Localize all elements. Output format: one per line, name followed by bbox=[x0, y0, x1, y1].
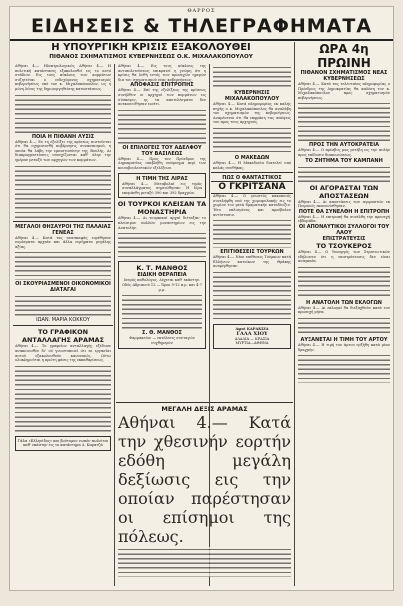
col1-text-block-2 bbox=[15, 164, 111, 219]
col1-box-text: Αθήναι 4.— Κατά τας ανασκαφάς ευρέθησαν νομίσματα αρχαία και άλλα ευρήματα μεγάλης αξίας. bbox=[15, 235, 111, 249]
bottom-article bbox=[116, 400, 293, 578]
doctor-text: Ιατρός παθολόγος. Δέχεται καθ' εκάστην. Οδός Αδριανού 12 — Ώραι 9-12 π.μ. και 4-7 μ.μ. bbox=[122, 278, 202, 292]
col3-text-block-0 bbox=[213, 65, 291, 89]
col1-drama-headline: ΤΟ ΓΡΑΦΙΚΟΝ ΑΝΤΑΛΛΑΓΗΣ ΑΡΑΜΑΣ bbox=[21, 328, 105, 345]
col4-text-block-3 bbox=[298, 265, 390, 299]
headline-line-1: Η ΥΠΟΥΡΓΙΚΗ ΚΡΙΣΙΣ ΕΞΑΚΟΛΟΥΘΕΙ bbox=[51, 42, 251, 53]
col2-text-block-1 bbox=[118, 108, 206, 144]
col4-text-8: Αθήναι 4.— Ο Υπουργός των Στρατιωτικών εδήλωσεν ότι η επιστράτευσις δεν είναι αναγκαία. bbox=[298, 249, 390, 264]
col4-text-4: Αθήναι 4.— Αι αποστάσεις των αγοραστών εκ Πειραιώς εκανονίσθησαν. bbox=[298, 199, 390, 209]
headline-line-2: ΠΙΘΑΝΟΣ ΣΧΗΜΑΤΙΣΜΟΣ ΚΥΒΕΡΝΗΣΕΩΣ Ο.Κ. ΜΙΧΑΛΑΚΟΠΟΥΛΟΥ bbox=[49, 54, 253, 60]
column-rule-1 bbox=[114, 64, 115, 586]
col3-text-2: Αθήναι 4.— Η Μακεδονία διατελεί υπό καλάς συνθήκας. bbox=[213, 160, 291, 170]
col1-sub-text: Αθήναι 4.— Εν τη εξελίξει της κρίσεως πιστεύεται ότι θα σχηματισθή κυβέρνησις συνασπισμού, η οποία θα λάβη την εμπιστοσύνην της Βουλής. Αι διαπραγματεύσεις συνεχίζονται καθ' όλην την ημέραν μεταξύ των αρχηγών των κομμάτων. bbox=[15, 139, 111, 162]
col2-doctor-ad bbox=[118, 261, 206, 349]
col2-box-headline: Η ΤΙΜΗ ΤΗΣ ΛΙΡΑΣ bbox=[136, 175, 188, 182]
col4-text-2: Αθήναι 4.— Ο πρέσβυς μας μετέβη εις την αυλήν προς επίδοσιν διακοινώσεως. bbox=[298, 148, 390, 157]
col4-text-5: Αθήναι 4.— Η επιτροπή θα συνέλθη την προσεχή εβδομάδα. bbox=[298, 214, 390, 224]
doctor-name: Κ. Τ. ΜΑΝΘΟΣ bbox=[136, 264, 188, 273]
col3-headline-3: ΕΠΙΤΙΘΕΣΕΙΣ ΤΟΥΡΚΩΝ bbox=[220, 249, 284, 256]
col1-signature: ΙΩΑΝ. ΜΑΡΙΑ ΚΟΚΚΟΥ bbox=[36, 317, 90, 324]
doctor-specialty: ΕΙΔΙΚΗ ΘΕΡΑΠΕΙΑ bbox=[137, 272, 187, 279]
col1-footer-ad: Γάλα «Ελληνίδος» και βούτυρον νωπόν πωλείται καθ' εκάστην εις το κατάστημα Δ. Καρατζά bbox=[15, 436, 111, 452]
col3-text-3: Αθήναι 4.— Νέαι επιθέσεις Τούρκων κατά Ελλήνων κατοίκων της Θράκης ανεφέρθησαν. bbox=[213, 255, 291, 269]
col4-top-text: Αθήναι 4.— Κατά τας τελευταίας πληροφορίας ο Πρόεδρος της Δημοκρατίας θα καλέση τον κ. Μιχαλακόπουλον προς σχηματισμόν κυβερνήσεως. bbox=[298, 82, 390, 100]
col4-headline-3: ΤΟ ΖΗΤΗΜΑ ΤΟΥ ΚΑΜΠΑΝΗ bbox=[305, 157, 383, 164]
col2-headline-2: ΟΙ ΕΠΙΛΟΓΕΙΣ ΤΟΥ ΑΔΕΛΦΟΥ ΤΟΥ ΒΑΣΙΛΕΩΣ bbox=[122, 144, 202, 157]
bottom-text: Αθήναι 4.— Κατά την χθεσινήν εορτήν εδόθη μεγάλη δεξίωσις εις την οποίαν παρέστησαν οι επίσημοι της πόλεως. bbox=[118, 413, 291, 546]
col4-headline-7: ΕΠΙΣΤΡΑΤΕΥΣΙΣ bbox=[322, 235, 366, 242]
bottom-text-block bbox=[118, 547, 291, 577]
col3-box-title: Ο ΓΚΡΙΤΣΑΝΑ bbox=[211, 181, 293, 194]
col4-headline-10: ΑΥΞΑΝΕΤΑΙ Η ΤΙΜΗ ΤΟΥ ΑΡΤΟΥ bbox=[300, 336, 388, 343]
col2-headline-1: ΑΠΟΦΑΣΙΣ ΕΠΙΤΡΟΠΗΣ bbox=[130, 82, 194, 89]
col2-box bbox=[118, 173, 206, 199]
col4-headline-6: ΟΙ ΑΠΟΝΑΥΤΙΚΟΙ ΣΥΛΛΟΓΟΙ ΤΟΥ ΛΑΟΥ bbox=[298, 223, 390, 236]
col2-text-2: Αθήναι 4.— Προς τον Πρόεδρον της Δημοκρατίας υπεβλήθη υπόμνημα περί των κοινοβουλευτικών εξελίξεων. bbox=[118, 156, 206, 170]
col1-box-headline: ΜΕΓΑΛΟΙ ΘΗΣΑΥΡΟΙ ΤΗΣ ΠΑΛΑΙΑΣ ΓΕΝΕΑΣ bbox=[15, 223, 111, 236]
col2-box-text: Αθήναι 4.— Μεταβολαί εις τιμάς συναλλάγματος σημειώθησαν. Η λίρα εκυμάνθη μεταξύ 390 και 392 δραχμών. bbox=[122, 181, 202, 195]
col4-headline-5: ΠΟΤΕ ΘΑ ΣΥΝΕΛΘΗ Η ΕΠΙΤΡΟΠΗ bbox=[298, 208, 390, 215]
col4-text-block-1 bbox=[298, 101, 390, 141]
col2-text-1: Αθήναι 4.— Επί της εξελίξεως της κρίσεως συνήλθον οι αρχηγοί των κομμάτων εις σύσκεψιν, ης τα αποτελέσματα δεν ανεκοινώθησαν εισέτι. bbox=[118, 88, 206, 107]
col3-ad-line-1: Αφοί ΚΑΡΑΚΙΖΑ bbox=[235, 326, 269, 331]
col1-subheadline: ΠΟΙΑ Η ΠΙΘΑΝΗ ΛΥΣΙΣ bbox=[31, 133, 95, 140]
col3-box-headline: ΠΩΣ Ο ΦΑΝΤΑΣΤΙΚΟΣ bbox=[222, 175, 282, 182]
col3-text-block-1 bbox=[213, 126, 291, 154]
section-title: ΕΙΔΗΣΕΙΣ & ΤΗΛΕΓΡΑΦΗΜΑΤΑ bbox=[30, 15, 373, 37]
bottom-headline: ΜΕΓΑΛΗ ΔΕΞΙΣ ΑΡΑΜΑΣ bbox=[161, 405, 248, 413]
col4-headline-2: ΠΡΟΣ ΤΗΝ ΑΥΤΟΚΡΑΤΕΙΑ bbox=[309, 142, 379, 149]
col4-top-subheadline: ΠΙΘΑΝΟΝ ΣΧΗΜΑΤΙΣΜΟΣ ΝΕΑΣ ΚΥΒΕΡΝΗΣΕΩΣ bbox=[300, 70, 388, 82]
col3-ad-line-3: ΑΛΑΔΙΑ — ΚΡΑΣΙΑ bbox=[234, 336, 270, 341]
col2-text-block-2 bbox=[118, 231, 206, 259]
col4-top-headline: ΩΡΑ 4η ΠΡΩΙΝΗ bbox=[317, 42, 371, 70]
col3-box-text: Αθήναι 4.— Ο γνωστός κακοποιός συνελήφθη υπό της χωροφυλακής εις το χωρίον του μετά δραματικήν καταδίωξιν. Ήτο οπλισμένος και προέβαλεν αντίστασιν. bbox=[213, 194, 291, 217]
col4-text-block-4 bbox=[298, 316, 390, 336]
col3-text-block-2 bbox=[213, 218, 291, 248]
col1-headline-lost: ΟΙ ΣΚΟΥΡΙΑΣΜΕΝΟΙ ΟΙΚΟΝΟΜΙΚΟΙ ΔΙΑΤΑΓΑΙ bbox=[15, 281, 111, 294]
col3-ad-line-4: ΜΥΡΤΙΑ—ΑΘΗΝΑ bbox=[235, 341, 269, 346]
col4-headline-8: ΤΟ ΤΣΟΥΚΕΡΟΣ bbox=[316, 241, 372, 250]
col2-ad2-headline: Σ. Θ. ΜΑΝΘΟΣ bbox=[142, 330, 182, 337]
col1-text-block-5 bbox=[15, 364, 111, 434]
col3-ad-line-2: ΓΑΛΑ ΧΙΟΥ bbox=[236, 330, 268, 337]
column-1 bbox=[13, 64, 113, 586]
col3-text-1: Αθήναι 4.— Κατά πληροφορίας εκ καλής πηγής ο κ. Μιχαλακόπουλος θα αναλάβη τον σχηματισμόν της κυβερνήσεως. Αναμένεται ότι θα εκφράση τας απόψεις του προς τους αρχηγούς. bbox=[213, 102, 291, 125]
columns bbox=[13, 42, 390, 586]
col4-headline-4: ΟΙ ΑΓΟΡΑΣΤΑΙ ΤΩΝ ΑΠΟΣΤΑΣΕΩΝ bbox=[309, 183, 379, 200]
col4-text-block-5 bbox=[298, 353, 390, 383]
col3-headline-1: ΚΥΒΕΡΝΗΣΙΣ ΜΙΧΑΛΑΚΟΠΟΥΛΟΥ bbox=[224, 90, 280, 102]
col2-cont-text: Αθήναι 4.— Εις τους κύκλους της αντιπολιτεύσεως επικρατεί η γνώμη ότι η κρίσις θα λυθή εντός των προσεχών ημερών δια του σχηματισμού νέας κυβερνήσεως. bbox=[118, 64, 206, 82]
col2-text-3: Αθήναι 4.— Αι τουρκικαί αρχαί διέταξαν το κλείσιμον πολλών μοναστηρίων εις την Ανατολήν. bbox=[118, 216, 206, 230]
col1-text-block-3 bbox=[15, 250, 111, 280]
col3-ad-box bbox=[213, 324, 291, 349]
col2-ad2-text: Φαρμακείον — εκτέλεσις συνταγών νυχθημερόν bbox=[129, 336, 195, 346]
col3-headline-2: Ο ΜΑΚΕΔΩΝ bbox=[234, 154, 270, 161]
newspaper-page bbox=[9, 6, 394, 591]
column-rule-3 bbox=[294, 42, 295, 586]
main-headline-banner bbox=[13, 42, 289, 61]
column-4 bbox=[296, 42, 392, 586]
masthead bbox=[10, 7, 393, 41]
col4-text-10: Αθήναι 4.— Η τιμή του άρτου ηυξήθη κατά μίαν δραχμήν. bbox=[298, 342, 390, 352]
col1-lead-text: Αθήναι 4.— Ηλεκτρολογικώς Αθήναι 4.— Η πολιτική κατάστασις εξακολουθεί εις το αυτό στάδιον. Εις τους κύκλους των κομμάτων συζητείται ο ενδεχόμενος σχηματισμός κυβερνήσεως υπό τον κ. Μιχαλακόπουλον, ως η μόνη λύσις της δημιουργηθείσης καταστάσεως. bbox=[15, 64, 111, 91]
col2-headline-3: ΟΙ ΤΟΥΡΚΟΙ ΚΛΕΙΣΑΝ ΤΑ ΜΟΝΑΣΤΗΡΙΑ bbox=[117, 200, 207, 217]
col1-drama-text: Αθήναι 4.— Το γραφείον ανταλλαγής εξέδωσε ανακοινωθέν δι' ού γνωστοποιεί ότι αι εργασίαι αυτού εξακολουθούν κανονικώς. Ούτω ολοκληρούται η πρώτη φάσις της εκκαθαρίσεως. bbox=[15, 344, 111, 363]
col4-text-9: Αθήναι 4.— Αι εκλογαί θα διεξαχθούν κατά τον προσεχή μήνα. bbox=[298, 305, 390, 315]
col3-text-block-3 bbox=[213, 270, 291, 322]
col1-text-block-4 bbox=[15, 294, 111, 316]
col4-headline-9: Η ΑΝΑΤΟΛΗ ΤΩΝ ΕΚΛΟΓΩΝ bbox=[306, 299, 382, 306]
doctor-ad-lines bbox=[122, 293, 202, 329]
col4-text-block-2 bbox=[298, 165, 390, 183]
col1-text-block bbox=[15, 93, 111, 133]
paper-name: ΘΑΡΡΟΣ bbox=[187, 8, 216, 14]
